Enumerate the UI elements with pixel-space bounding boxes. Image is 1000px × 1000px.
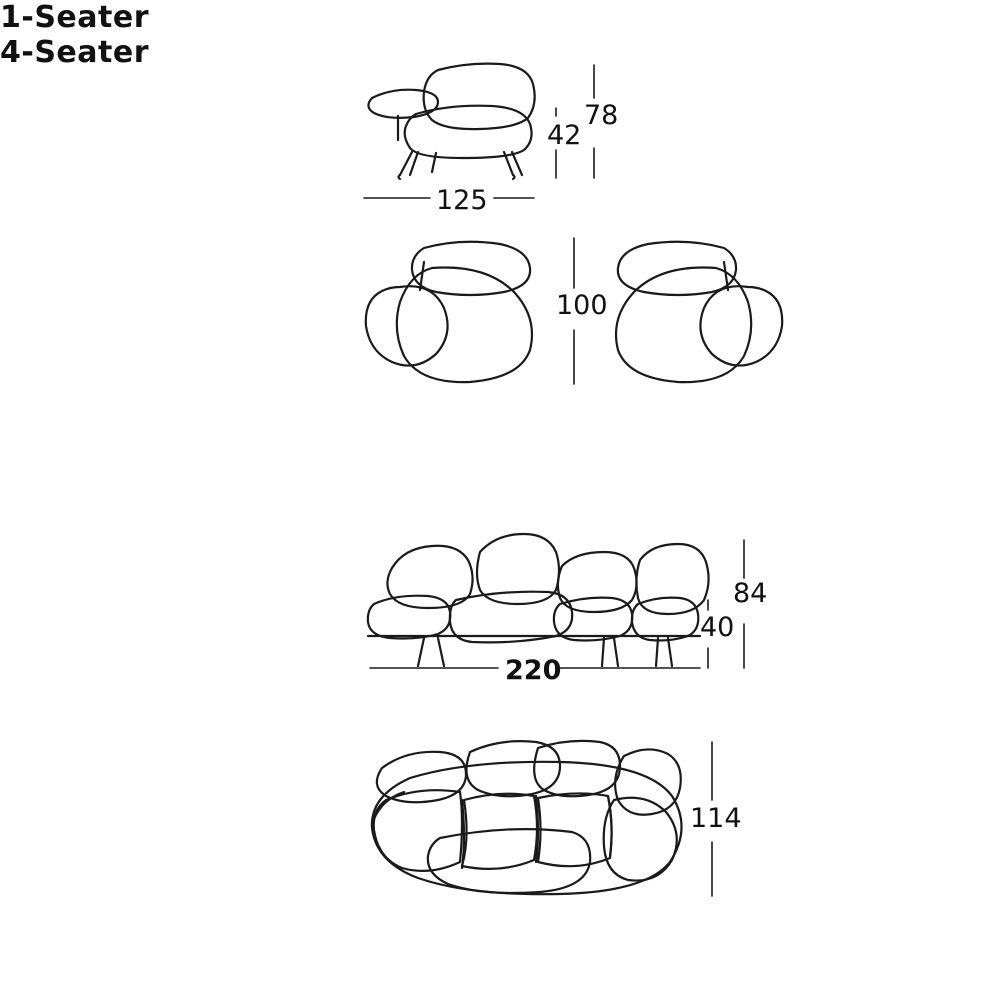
- one-seater-label: 1-Seater: [0, 0, 150, 35]
- dimension-total-height-78: 78: [584, 100, 619, 131]
- one-seater-top-view-right: [616, 242, 782, 382]
- dimension-total-height-84: 84: [733, 578, 768, 609]
- four-seater-top-view: [372, 741, 682, 894]
- one-seater-front-view: [368, 64, 534, 179]
- dimension-depth-114: 114: [690, 803, 742, 834]
- dimension-width-125: 125: [436, 185, 488, 216]
- dimension-seat-height-40: 40: [700, 612, 735, 643]
- dimension-seat-height-42: 42: [547, 120, 582, 151]
- dimension-width-220: 220: [505, 655, 562, 686]
- four-seater-label: 4-Seater: [0, 35, 150, 70]
- one-seater-top-view-left: [366, 242, 532, 382]
- four-seater-front-view: [368, 534, 709, 666]
- dimension-depth-100: 100: [556, 290, 608, 321]
